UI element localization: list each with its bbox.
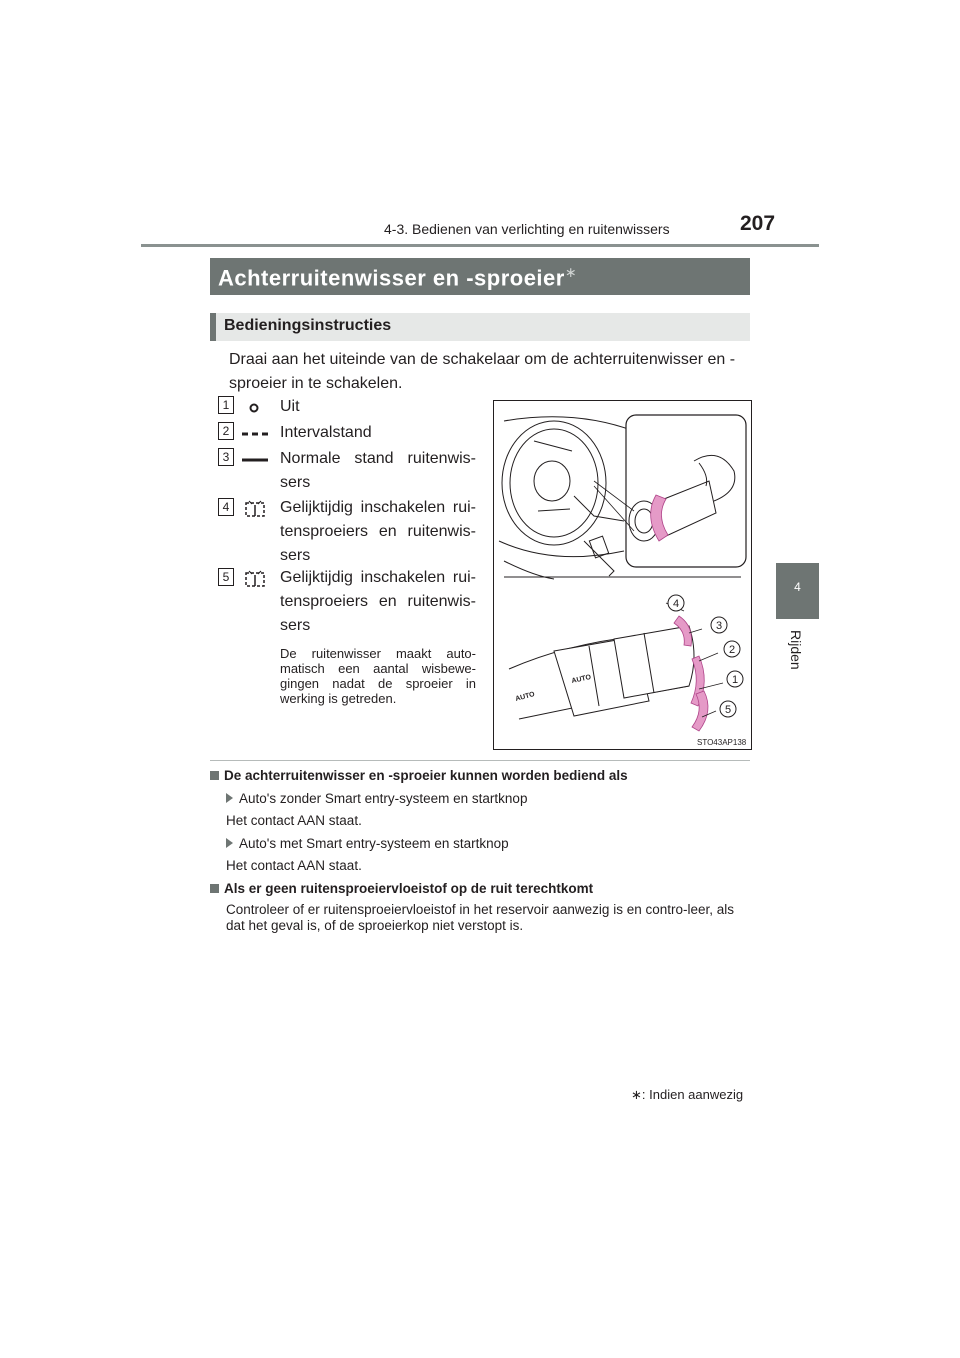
item-note: De ruitenwisser maakt auto-matisch een aantal wisbewe-gingen nadat de sproeier in werking is getreden. <box>280 646 476 706</box>
section-header: 4-3. Bedienen van verlichting en ruitenwissers <box>384 221 670 237</box>
item-number-3: 3 <box>218 448 234 466</box>
header-rule <box>141 244 819 247</box>
note-heading-1: De achterruitenwisser en -sproeier kunnen worden bediend als <box>210 768 628 783</box>
item-text-2: Intervalstand <box>280 424 372 441</box>
note-line-2: Het contact AAN staat. <box>226 858 362 873</box>
switch-label-auto-1: AUTO <box>514 691 536 703</box>
note-paragraph: Controleer of er ruitensproeiervloeistof in het reservoir aanwezig is en contro-leer, als dat het geval is, of de sproeierkop niet verstopt is. <box>226 902 734 933</box>
solid-line-icon <box>240 449 270 471</box>
chapter-number: 4 <box>794 580 801 594</box>
figure-code: STO43AP138 <box>697 738 747 747</box>
page-number: 207 <box>740 212 776 235</box>
switch-label-auto-2: AUTO <box>570 674 592 685</box>
page-title: Achterruitenwisser en -sproeier∗ <box>218 264 578 291</box>
subtitle-accent <box>210 313 216 341</box>
bullet-arrow-icon <box>226 838 233 848</box>
title-footnote-star: ∗ <box>564 264 578 280</box>
note-line-1: Het contact AAN staat. <box>226 813 362 828</box>
wiper-switch-illustration <box>493 400 752 750</box>
footnote: ∗: Indien aanwezig <box>631 1087 744 1102</box>
note-bullet-2: Auto's met Smart entry-systeem en startknop <box>226 836 509 851</box>
subtitle: Bedieningsinstructies <box>224 317 392 334</box>
callout-1: 1 <box>731 674 739 686</box>
item-number-4: 4 <box>218 498 234 516</box>
item-number-2: 2 <box>218 422 234 440</box>
callout-3: 3 <box>715 620 723 632</box>
note-bullet-1: Auto's zonder Smart entry-systeem en startknop <box>226 791 527 806</box>
item-text-3: Normale stand ruitenwis-sers <box>280 450 476 491</box>
item-number-5: 5 <box>218 568 234 586</box>
item-text-1: Uit <box>280 398 300 415</box>
chapter-label: Rijden <box>788 630 804 670</box>
intro-text: Draai aan het uiteinde van de schakelaar om de achterruitenwisser en -sproeier in te schakelen. <box>229 351 736 392</box>
callout-4: 4 <box>672 598 680 610</box>
bullet-arrow-icon <box>226 793 233 803</box>
rear-washer-icon <box>240 498 270 520</box>
note-heading-2: Als er geen ruitensproeiervloeistof op de ruit terechtkomt <box>210 881 593 896</box>
item-text-4: Gelijktijdig inschakelen rui-tensproeiers en ruitenwis-sers <box>280 499 476 564</box>
dashed-line-icon <box>240 423 270 445</box>
section-separator <box>210 760 750 761</box>
item-number-1: 1 <box>218 396 234 414</box>
item-text-5: Gelijktijdig inschakelen rui-tensproeiers en ruitenwis-sers <box>280 569 476 634</box>
callout-5: 5 <box>724 704 732 716</box>
callout-2: 2 <box>728 644 736 656</box>
rear-washer-icon <box>240 568 270 590</box>
off-circle-icon <box>240 397 270 419</box>
